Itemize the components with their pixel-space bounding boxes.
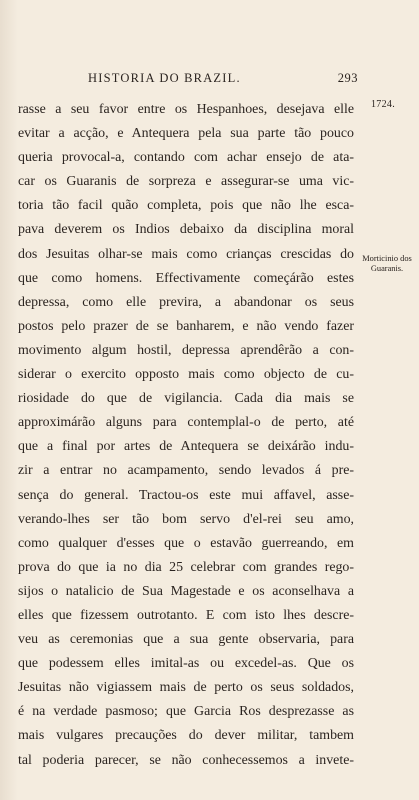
text-line: zir a entrar no acampamento, sendo levados á pre- xyxy=(18,463,354,479)
margin-note xyxy=(357,254,417,274)
text-line: evitar a acção, e Antequera pela sua parte tão pouco xyxy=(18,126,354,142)
margin-note-line: Guaranis. xyxy=(370,264,404,273)
text-line: siderar o exercito opposto mais como objecto de cu- xyxy=(18,367,354,383)
text-line: veu as ceremonias que a sua gente observaria, para xyxy=(18,632,354,648)
text-line: Jesuitas não vigiassem mais de perto os seus soldados, xyxy=(18,680,354,696)
page-header xyxy=(88,71,358,91)
text-line: como qualquer d'esses que o estavão guerreando, em xyxy=(18,535,354,551)
text-line: que como homens. Effectivamente começárão estes xyxy=(18,270,354,286)
text-line: postos pelo prazer de se banharem, e não vendo fazer xyxy=(18,318,354,334)
margin-year: 1724. xyxy=(371,99,395,110)
running-head: HISTORIA DO BRAZIL. xyxy=(88,71,241,85)
text-line: verando-lhes ser tão bom servo d'el-rei seu amo, xyxy=(18,511,354,527)
text-line: pava deverem os Indios debaixo da disciplina moral xyxy=(18,222,354,238)
text-line: riosidade do que de vigilancia. Cada dia mais se xyxy=(18,391,354,407)
text-line: rasse a seu favor entre os Hespanhoes, desejava elle xyxy=(18,102,354,117)
text-line: queria provocal-a, contando com achar ensejo de ata- xyxy=(18,150,354,166)
text-line: elles que fizessem outrotanto. E com isto lhes descre- xyxy=(18,607,354,623)
text-line: sijos o natalicio de Sua Magestade e os aconselhava a xyxy=(18,583,354,599)
text-line: depressa, como elle previra, a abandonar os seus xyxy=(18,294,354,310)
text-line: toria tão facil quão completa, pois que não lhe esca- xyxy=(18,198,354,214)
text-line: car os Guaranis de sorpreza e assegurar-se uma vic- xyxy=(18,174,354,190)
text-line: sença do general. Tractou-os este mui affavel, asse- xyxy=(18,487,354,503)
text-line: dos Jesuitas olhar-se mais como crianças crescidas do xyxy=(18,246,354,262)
page-number: 293 xyxy=(337,71,358,85)
body-text xyxy=(18,98,354,773)
text-line: prova do que ia no dia 25 celebrar com grandes rego- xyxy=(18,559,354,575)
text-line: tal poderia parecer, se não conhecessemos a invete- xyxy=(18,752,354,768)
text-line: movimento algum hostil, depressa aprendêrão a con- xyxy=(18,342,354,358)
text-line: que podessem elles imital-as ou excedel-as. Que os xyxy=(18,656,354,672)
margin-note-line: Morticinio dos xyxy=(362,254,412,263)
text-line: approximárão alguns para contemplal-o de perto, até xyxy=(18,415,354,431)
text-line: mais vulgares precauções do dever militar, tambem xyxy=(18,728,354,744)
text-line: que a final por artes de Antequera se deixárão indu- xyxy=(18,439,354,455)
text-line: é na verdade pasmoso; que Garcia Ros desprezasse as xyxy=(18,704,354,720)
